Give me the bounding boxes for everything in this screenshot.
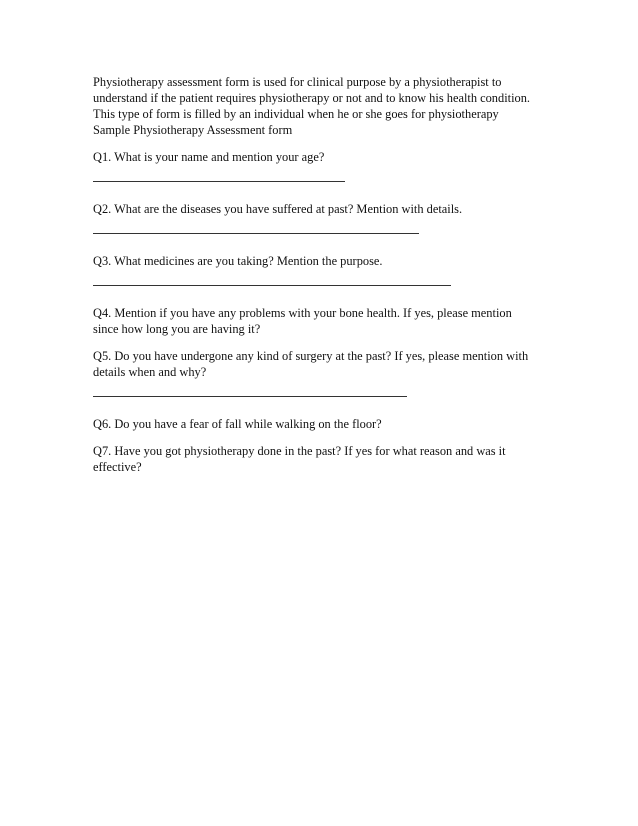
question-1: Q1. What is your name and mention your age?: [93, 150, 325, 164]
answer-line-2[interactable]: [93, 226, 553, 242]
question-2: Q2. What are the diseases you have suffered at past? Mention with details.: [93, 202, 463, 216]
answer-line-5[interactable]: [93, 389, 553, 405]
intro-paragraph: [93, 74, 553, 138]
question-5: Q5. Do you have undergone any kind of surgery at the past? If yes, please mention with: [93, 349, 529, 363]
answer-line-3[interactable]: [93, 278, 553, 294]
intro-line: This type of form is filled by an individual when he or she goes for physiotherapy: [93, 107, 499, 121]
answer-line-1[interactable]: [93, 174, 553, 190]
question-6: Q6. Do you have a fear of fall while walking on the floor?: [93, 417, 382, 431]
question-5-cont: details when and why?: [93, 365, 207, 379]
question-7: Q7. Have you got physiotherapy done in the past? If yes for what reason and was it: [93, 444, 506, 458]
intro-line: Sample Physiotherapy Assessment form: [93, 123, 293, 137]
form-content: [93, 74, 553, 475]
question-3: Q3. What medicines are you taking? Mention the purpose.: [93, 254, 383, 268]
question-4-cont: since how long you are having it?: [93, 322, 261, 336]
question-4: Q4. Mention if you have any problems with your bone health. If yes, please mention: [93, 306, 512, 320]
question-7-cont: effective?: [93, 460, 142, 474]
intro-line: understand if the patient requires physiotherapy or not and to know his health condition.: [93, 91, 531, 105]
intro-line: Physiotherapy assessment form is used for clinical purpose by a physiotherapist to: [93, 75, 502, 89]
